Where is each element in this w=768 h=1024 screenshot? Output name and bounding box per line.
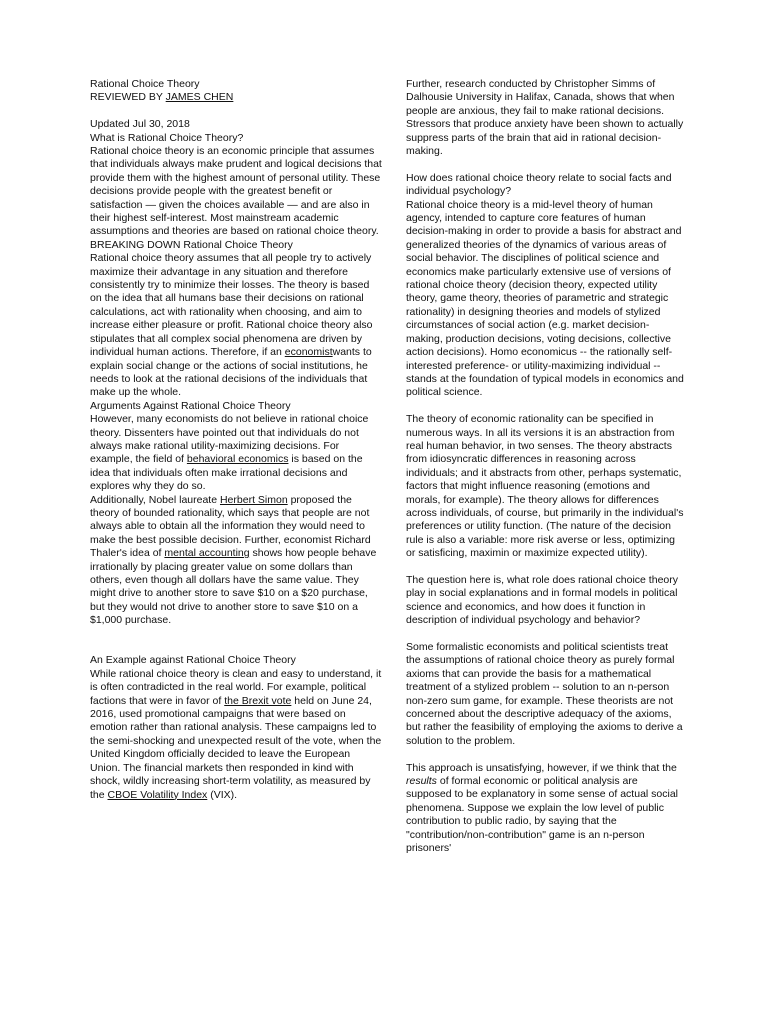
reviewer-link[interactable]: JAMES CHEN — [165, 91, 234, 104]
section-heading-example-against: An Example against Rational Choice Theory — [90, 654, 296, 667]
paragraph-question: The question here is, what role does rational choice theory play in social explanations and in formal models in political science and economics, and how does it function in description of individual psychology and behavior? — [406, 573, 678, 627]
mental-accounting-link[interactable]: mental accounting — [164, 547, 250, 560]
section-heading-what-is: What is Rational Choice Theory? — [90, 131, 244, 144]
paragraph-simms-research: Further, research conducted by Christopher Simms of Dalhousie University in Halifax, Canada, shows that when people are anxious, they fail to make rational decisions. Stressors that produce anxiety have been shown to actually suppress parts of the brain that aid in rational decision-making. — [406, 78, 684, 158]
behavioral-economics-link[interactable]: behavioral economics — [186, 453, 289, 466]
reviewed-by-label: REVIEWED BY — [90, 91, 166, 104]
paragraph-bounded-rationality: Additionally, Nobel laureate Herbert Simon proposed the theory of bounded rationality, which says that people are not always able to obtain all the information they would need to make the best possible decision. Further, economist Richard Thaler's idea of mental accounting shows how people behave irrationally by placing greater value on some dollars than others, even though all dollars have the same value. They might drive to another store to save $10 on a $20 purchase, but they would not drive to another store to save $10 on a $1,000 purchase. — [90, 493, 377, 627]
herbert-simon-link[interactable]: Herbert Simon — [219, 493, 288, 506]
economist-link[interactable]: economist — [284, 346, 333, 359]
brexit-vote-link[interactable]: the Brexit vote — [224, 694, 292, 707]
left-column — [90, 78, 382, 802]
paragraph-mid-level-theory: Rational choice theory is a mid-level theory of human agency, intended to capture core features of human decision-making in order to provide a basis for abstract and generalized theories of the dynamics of various areas of social behavior. The disciplines of political science and economics make particularly extensive use of versions of rational choice theory (decision theory, expected utility theory, game theory, theories of parametric and strategic rationality) in designing theories and models of stylized circumstances of social action (e.g. market decision-making, production decisions, voting decisions, collective action decisions). Homo economicus -- the rationally self-interested preference- or utility-maximizing individual -- stands at the foundation of typical models in economics and political science. — [406, 198, 684, 399]
cboe-volatility-index-link[interactable]: CBOE Volatility Index — [107, 788, 208, 801]
paragraph-economic-rationality: The theory of economic rationality can be specified in numerous ways. In all its versions it is an abstraction from real human behavior, in two senses. The theory abstracts from idiosyncratic differences in reasoning across individuals; and it abstracts from other, perhaps systematic, factors that might influence reasoning (emotions and morals, for example). The theory allows for differences across individuals, of course, but primarily in the individual's preferences or utility function. (The nature of the decision rule is also a variable: more risk averse or less, optimizing or satisficing, maximin or maximize expected utility). — [406, 413, 684, 560]
document-title: Rational Choice Theory — [90, 78, 200, 90]
section-heading-social-facts: How does rational choice theory relate to social facts and individual psychology? — [406, 171, 672, 198]
paragraph-formalistic-economists: Some formalistic economists and political scientists treat the assumptions of rational choice theory as purely formal axioms that can provide the basis for a mathematical treatment of a stylized problem -- solution to an n-person non-zero sum game, for example. These theorists are not concerned about the descriptive adequacy of the axioms, but rather the feasibility of employing the axioms to derive a solution to the problem. — [406, 641, 683, 747]
paragraph-breaking-down: Rational choice theory assumes that all people try to actively maximize their advantage in any situation and therefore consistently try to minimize their losses. The theory is based on the idea that all humans base their decisions on rational calculations, act with rationality when choosing, and aim to increase either pleasure or profit. Rational choice theory also stipulates that all complex social phenomena are driven by individual human actions. Therefore, if an economistwants to explain social change or the actions of social institutions, he needs to look at the rational decisions of the individuals that make up the whole. — [90, 252, 373, 399]
paragraph-brexit-example: While rational choice theory is clean and easy to understand, it is often contradicted in the real world. For example, political factions that were in favor of the Brexit vote held on June 24, 2016, used promotional campaigns that were based on emotion rather than rational analysis. These campaigns led to the semi-shocking and unexpected result of the vote, when the United Kingdom officially decided to leave the European Union. The financial markets then responded in kind with shock, wildly increasing short-term volatility, as measured by the CBOE Volatility Index (VIX). — [90, 667, 382, 801]
results-emphasis: results — [406, 775, 437, 788]
paragraph-unsatisfying-approach: This approach is unsatisfying, however, if we think that the results of formal economic or political analysis are supposed to be explanatory in some sense of actual social phenomena. Suppose we explain the low level of public contribution to public radio, by saying that the "contribution/non-contribution" game is an n-person prisoners' — [406, 761, 679, 855]
paragraph-definition: Rational choice theory is an economic principle that assumes that individuals always make prudent and logical decisions that provide them with the highest amount of personal utility. These decisions provide people with the greatest benefit or satisfaction — given the choices available — and are also in their highest self-interest. Most mainstream academic assumptions and theories are based on rational choice theory. — [90, 145, 382, 238]
updated-date: Updated Jul 30, 2018 — [90, 118, 190, 131]
section-heading-breaking-down: BREAKING DOWN Rational Choice Theory — [90, 238, 293, 251]
section-heading-arguments-against: Arguments Against Rational Choice Theory — [90, 399, 291, 412]
reviewed-by-line — [90, 91, 382, 104]
right-column — [406, 78, 684, 855]
paragraph-arguments: However, many economists do not believe in rational choice theory. Dissenters have pointed out that individuals do not always make rational utility-maximizing decisions. For example, the field of behavioral economics is based on the idea that individuals often make irrational decisions and explores why they do so. — [90, 413, 369, 493]
